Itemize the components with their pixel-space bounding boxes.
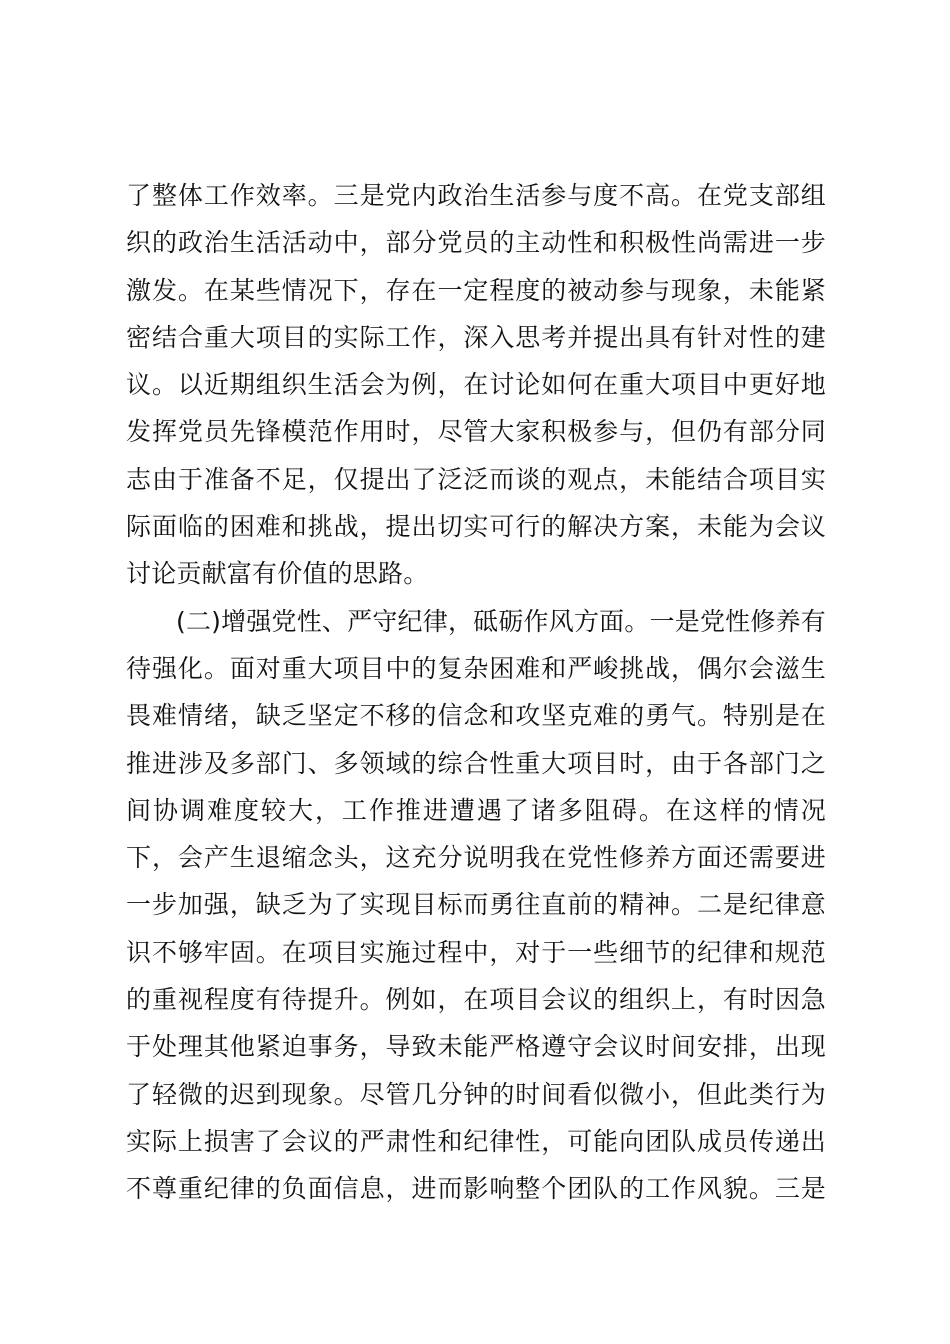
text-line: 的重视程度有待提升。例如，在项目会议的组织上，有时因急 — [126, 985, 826, 1015]
body-text — [126, 172, 826, 1213]
text-line: 讨论贡献富有价值的思路。 — [126, 559, 429, 589]
text-line: 间协调难度较大，工作推进遭遇了诸多阻碍。在这样的情况 — [126, 795, 826, 825]
text-line: 实际上损害了会议的严肃性和纪律性，可能向团队成员传递出 — [126, 1126, 826, 1156]
section-heading-line: (二)增强党性、严守纪律，砥砺作风方面。一是党性修养有 — [176, 606, 826, 636]
text-line: 待强化。面对重大项目中的复杂困难和严峻挑战，偶尔会滋生 — [126, 653, 826, 683]
text-line: 一步加强，缺乏为了实现目标而勇往直前的精神。二是纪律意 — [126, 890, 826, 920]
text-line: 了轻微的迟到现象。尽管几分钟的时间看似微小，但此类行为 — [126, 1079, 826, 1109]
text-line: 发挥党员先锋模范作用时，尽管大家积极参与，但仍有部分同 — [126, 417, 826, 447]
text-line: 识不够牢固。在项目实施过程中，对于一些细节的纪律和规范 — [126, 937, 826, 967]
text-line: 不尊重纪律的负面信息，进而影响整个团队的工作风貌。三是 — [126, 1174, 826, 1204]
text-line: 激发。在某些情况下，存在一定程度的被动参与现象，未能紧 — [126, 275, 826, 305]
text-line: 织的政治生活活动中，部分党员的主动性和积极性尚需进一步 — [126, 228, 826, 258]
text-line: 于处理其他紧迫事务，导致未能严格遵守会议时间安排，出现 — [126, 1032, 826, 1062]
text-line: 议。以近期组织生活会为例，在讨论如何在重大项目中更好地 — [126, 370, 826, 400]
text-line: 密结合重大项目的实际工作，深入思考并提出具有针对性的建 — [126, 322, 826, 352]
text-line: 推进涉及多部门、多领域的综合性重大项目时，由于各部门之 — [126, 748, 826, 778]
text-line: 志由于准备不足，仅提出了泛泛而谈的观点，未能结合项目实 — [126, 464, 826, 494]
text-line: 了整体工作效率。三是党内政治生活参与度不高。在党支部组 — [126, 181, 826, 210]
text-line: 畏难情绪，缺乏坚定不移的信念和攻坚克难的勇气。特别是在 — [126, 701, 826, 731]
text-line: 下，会产生退缩念头，这充分说明我在党性修养方面还需要进 — [126, 843, 826, 873]
text-line: 际面临的困难和挑战，提出切实可行的解决方案，未能为会议 — [126, 512, 826, 542]
